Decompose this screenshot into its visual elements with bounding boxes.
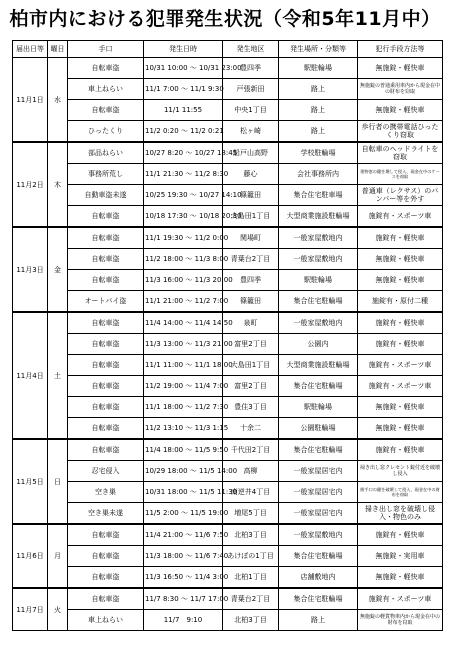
area-cell: 高柳 [223,461,279,482]
occurrence-time-cell: 10/18 17:30 ～ 10/18 20:30 [144,206,223,228]
area-cell: 豊四季 [223,58,279,79]
occurrence-time-cell: 10/25 19:30 ～ 10/27 14:10 [144,185,223,206]
table-row [13,461,443,482]
occurrence-time-cell: 11/3 13:00 ～ 11/3 21:00 [144,334,223,355]
crime-type-cell: 自転車盗 [68,100,144,121]
crime-type-cell: 自転車盗 [68,376,144,397]
method-cell: 無施錠・軽快車 [358,567,443,589]
place-cell: 一般家屋居宅内 [279,503,358,525]
crime-type-cell: ひったくり [68,121,144,143]
table-row [13,291,443,313]
place-cell: 一般家屋居宅内 [279,461,358,482]
place-cell: 一般家屋敷地内 [279,524,358,546]
method-cell: 勝手口の鍵を破壊して侵入、現金在中の財布を窃取 [358,482,443,503]
occurrence-time-cell: 11/7 9:10 [144,610,223,631]
area-cell: 増尾5丁目 [223,503,279,525]
table-header-row [13,41,443,58]
occurrence-time-cell: 10/31 10:00 ～ 10/31 23:00 [144,58,223,79]
crime-type-cell: 部品ねらい [68,142,144,164]
table-row [13,312,443,334]
table-row [13,355,443,376]
crime-type-cell: 自転車盗 [68,58,144,79]
crime-type-cell: 自転車盗 [68,418,144,440]
occurrence-time-cell: 11/1 11:00 ～ 11/1 18:00 [144,355,223,376]
place-cell: 公園内 [279,334,358,355]
method-cell: 施錠有・スポーツ車 [358,355,443,376]
occurrence-time-cell: 11/3 18:00 ～ 11/6 7:40 [144,546,223,567]
place-cell: 集合住宅駐車場 [279,185,358,206]
crime-type-cell: 自転車盗 [68,588,144,610]
area-cell: 北柏3丁目 [223,610,279,631]
place-cell: 大型商業施設駐輪場 [279,355,358,376]
method-cell: 掃き出し窓クレセント錠付近を破壊し侵入 [358,461,443,482]
method-cell: 無施錠・軽快車 [358,100,443,121]
crime-type-cell: 自転車盗 [68,397,144,418]
method-cell: 無施錠・軽快車 [358,397,443,418]
occurrence-time-cell: 11/1 21:00 ～ 11/2 7:00 [144,291,223,313]
occurrence-time-cell: 10/27 8:20 ～ 10/27 18:45 [144,142,223,164]
crime-type-cell: 忍宅侵入 [68,461,144,482]
crime-type-cell: 自転車盗 [68,270,144,291]
table-row [13,439,443,461]
place-cell: 路上 [279,610,358,631]
header-area: 発生地区 [223,41,279,58]
occurrence-time-cell: 10/31 18:00 ～ 11/5 11:30 [144,482,223,503]
crime-type-cell: 自転車盗 [68,567,144,589]
method-cell: 施錠有・軽快車 [358,524,443,546]
table-row [13,376,443,397]
area-cell: 篠籠田 [223,291,279,313]
table-row [13,227,443,249]
method-cell: 無施錠の普通乗用車内から現金在中の財布を窃取 [358,79,443,100]
table-row [13,482,443,503]
area-cell: 南逆井4丁目 [223,482,279,503]
crime-type-cell: 空き巣 [68,482,144,503]
area-cell: 富里2丁目 [223,334,279,355]
method-cell: 普通車（レクサス）のバンパー等を外す [358,185,443,206]
table-row [13,588,443,610]
place-cell: 会社事務所内 [279,164,358,185]
method-cell: 無施錠・軽快車 [358,418,443,440]
occurrence-time-cell: 11/1 18:00 ～ 11/2 7:30 [144,397,223,418]
crime-type-cell: 車上ねらい [68,79,144,100]
occurrence-time-cell: 11/1 19:30 ～ 11/2 0:00 [144,227,223,249]
method-cell: 施錠有・スポーツ車 [358,376,443,397]
place-cell: 駅駐輪場 [279,397,358,418]
method-cell: 無施錠・軽快車 [358,249,443,270]
table-row [13,100,443,121]
report-date-cell: 11月5日 [13,439,48,524]
weekday-cell: 土 [48,312,68,439]
table-row [13,270,443,291]
area-cell: 北柏1丁目 [223,567,279,589]
area-cell: 関場町 [223,227,279,249]
place-cell: 集合住宅駐輪場 [279,439,358,461]
crime-type-cell: 自転車盗 [68,355,144,376]
table-row [13,185,443,206]
crime-type-cell: 自転車盗 [68,206,144,228]
place-cell: 一般家屋敷地内 [279,249,358,270]
table-row [13,418,443,440]
method-cell: 施錠有・スポーツ車 [358,206,443,228]
table-row [13,546,443,567]
report-date-cell: 11月4日 [13,312,48,439]
place-cell: 集合住宅駐輪場 [279,546,358,567]
method-cell: 無施錠の軽貨物車内から現金在中の財布を窃取 [358,610,443,631]
crime-type-cell: 自転車盗 [68,546,144,567]
table-row [13,249,443,270]
place-cell: 大型商業施設駐輪場 [279,206,358,228]
table-row [13,79,443,100]
area-cell: 十余二 [223,418,279,440]
place-cell: 集合住宅駐輪場 [279,588,358,610]
area-cell: あけぼの1丁目 [223,546,279,567]
header-method: 犯行手段方法等 [358,41,443,58]
area-cell: 千代田2丁目 [223,439,279,461]
method-cell: 施錠有・スポーツ車 [358,588,443,610]
place-cell: 集合住宅駐輪場 [279,376,358,397]
crime-table [12,40,443,631]
weekday-cell: 火 [48,588,68,631]
place-cell: 公園駐輪場 [279,418,358,440]
crime-type-cell: 自動車盗未遂 [68,185,144,206]
method-cell: 掃き出し窓を破壊し侵入・物色のみ [358,503,443,525]
area-cell: 戸張新田 [223,79,279,100]
occurrence-time-cell: 11/2 18:00 ～ 11/3 8:00 [144,249,223,270]
crime-type-cell: 自転車盗 [68,524,144,546]
method-cell: 無施錠・軽快車 [358,270,443,291]
area-cell: 青葉台2丁目 [223,588,279,610]
table-row [13,397,443,418]
place-cell: 一般家屋敷地内 [279,227,358,249]
method-cell: 建物窓の鍵を壊して侵入、現金在中のケースを窃取 [358,164,443,185]
area-cell: 泉町 [223,312,279,334]
weekday-cell: 日 [48,439,68,524]
page-title: 柏市内における犯罪発生状況（令和5年11月中） [9,8,441,30]
method-cell: 歩行者の携帯電話ひったくり窃取 [358,121,443,143]
crime-type-cell: 自転車盗 [68,312,144,334]
table-row [13,334,443,355]
occurrence-time-cell: 11/1 7:00 ～ 11/1 9:30 [144,79,223,100]
occurrence-time-cell: 10/29 18:00 ～ 11/5 14:00 [144,461,223,482]
weekday-cell: 月 [48,524,68,588]
occurrence-time-cell: 11/3 16:50 ～ 11/4 3:00 [144,567,223,589]
place-cell: 学校駐輪場 [279,142,358,164]
report-date-cell: 11月1日 [13,58,48,143]
crime-type-cell: オートバイ盗 [68,291,144,313]
method-cell: 無施錠・軽快車 [358,58,443,79]
occurrence-time-cell: 11/4 21:00 ～ 11/6 7:50 [144,524,223,546]
area-cell: 大島田1丁目 [223,355,279,376]
area-cell: 藤心 [223,164,279,185]
area-cell: 船戸山高野 [223,142,279,164]
area-cell: 豊住3丁目 [223,397,279,418]
table-row [13,121,443,143]
area-cell: 富里2丁目 [223,376,279,397]
table-row [13,142,443,164]
report-date-cell: 11月6日 [13,524,48,588]
table-row [13,206,443,228]
crime-type-cell: 空き巣未遂 [68,503,144,525]
area-cell: 松ヶ崎 [223,121,279,143]
method-cell: 施錠有・軽快車 [358,334,443,355]
crime-type-cell: 自転車盗 [68,249,144,270]
occurrence-time-cell: 11/2 0:20 ～ 11/2 0:21 [144,121,223,143]
place-cell: 路上 [279,100,358,121]
occurrence-time-cell: 11/2 13:10 ～ 11/3 1:15 [144,418,223,440]
occurrence-time-cell: 11/2 19:00 ～ 11/4 7:00 [144,376,223,397]
occurrence-time-cell: 11/4 18:00 ～ 11/5 9:50 [144,439,223,461]
area-cell: 青葉台2丁目 [223,249,279,270]
place-cell: 駅駐輪場 [279,270,358,291]
crime-type-cell: 自転車盗 [68,334,144,355]
place-cell: 店舗敷地内 [279,567,358,589]
method-cell: 無施錠・実用車 [358,546,443,567]
table-row [13,524,443,546]
place-cell: 一般家屋居宅内 [279,482,358,503]
area-cell: 中央1丁目 [223,100,279,121]
report-date-cell: 11月7日 [13,588,48,631]
place-cell: 一般家屋敷地内 [279,312,358,334]
crime-type-cell: 自転車盗 [68,227,144,249]
occurrence-time-cell: 11/1 21:30 ～ 11/2 8:30 [144,164,223,185]
method-cell: 施錠有・軽快車 [358,439,443,461]
header-date: 届出日等 [13,41,48,58]
header-time: 発生日時 [144,41,223,58]
header-place: 発生場所・分類等 [279,41,358,58]
area-cell: 大島田1丁目 [223,206,279,228]
table-row [13,58,443,79]
table-row [13,567,443,589]
place-cell: 駅駐輪場 [279,58,358,79]
weekday-cell: 木 [48,142,68,227]
method-cell: 施錠有・原付二種 [358,291,443,313]
occurrence-time-cell: 11/7 8:30 ～ 11/7 17:00 [144,588,223,610]
occurrence-time-cell: 11/4 14:00 ～ 11/4 14:50 [144,312,223,334]
occurrence-time-cell: 11/1 11:55 [144,100,223,121]
report-date-cell: 11月2日 [13,142,48,227]
crime-type-cell: 自転車盗 [68,439,144,461]
place-cell: 路上 [279,121,358,143]
occurrence-time-cell: 11/3 16:00 ～ 11/3 20:00 [144,270,223,291]
report-date-cell: 11月3日 [13,227,48,312]
header-type: 手口 [68,41,144,58]
table-row [13,610,443,631]
area-cell: 北柏3丁目 [223,524,279,546]
weekday-cell: 水 [48,58,68,143]
weekday-cell: 金 [48,227,68,312]
method-cell: 施錠有・軽快車 [358,312,443,334]
table-row [13,164,443,185]
method-cell: 自転車のヘッドライトを窃取 [358,142,443,164]
table-row [13,503,443,525]
crime-type-cell: 車上ねらい [68,610,144,631]
place-cell: 集合住宅駐輪場 [279,291,358,313]
place-cell: 路上 [279,79,358,100]
area-cell: 豊四季 [223,270,279,291]
header-dow: 曜日 [48,41,68,58]
area-cell: 篠籠田 [223,185,279,206]
method-cell: 施錠有・軽快車 [358,227,443,249]
table-body [13,58,443,631]
crime-type-cell: 事務所荒し [68,164,144,185]
occurrence-time-cell: 11/5 2:00 ～ 11/5 19:00 [144,503,223,525]
